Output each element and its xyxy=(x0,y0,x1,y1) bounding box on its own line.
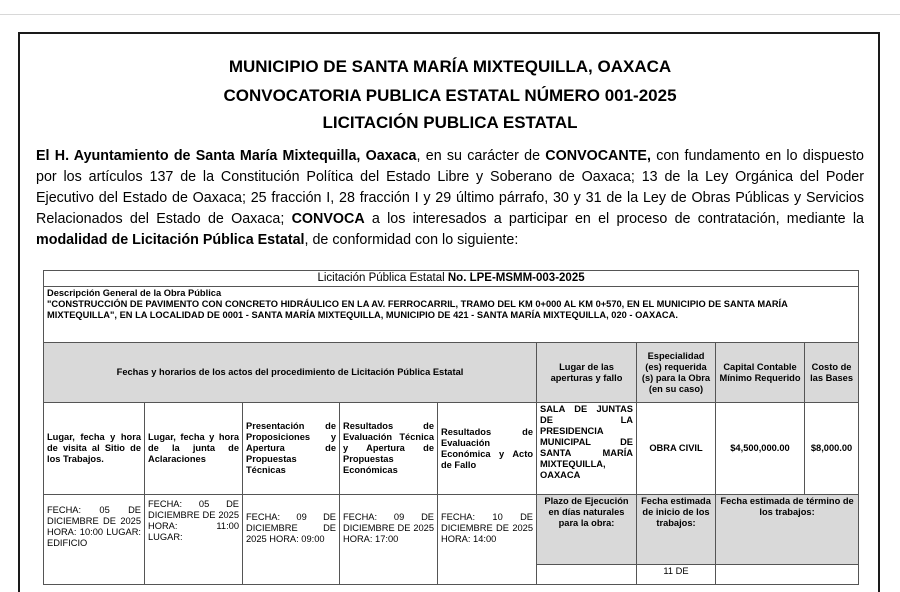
intro-convoca: CONVOCA xyxy=(291,211,365,227)
header-licitacion: LICITACIÓN PUBLICA ESTATAL xyxy=(322,113,578,132)
intro-text-4: , de conformidad con lo siguiente: xyxy=(304,232,519,248)
table-title xyxy=(44,271,859,287)
intro-modalidad: modalidad de Licitación Pública Estatal xyxy=(36,232,305,248)
intro-paragraph xyxy=(36,146,864,251)
visita-value: FECHA: 05 DE DICIEMBRE DE 2025 HORA: 10:00 LUGAR: EDIFICIO xyxy=(44,495,145,585)
descripcion-label: Descripción General de la Obra Pública xyxy=(47,288,222,298)
sub-presentacion: Presentación de Proposiciones y Apertura de Propuestas Técnicas xyxy=(243,403,340,495)
intro-text-1: , en su carácter de xyxy=(416,148,546,164)
header-convocatoria: CONVOCATORIA PUBLICA ESTATAL NÚMERO 001-2025 xyxy=(223,86,677,105)
header-lugar: Lugar de las aperturas y fallo xyxy=(537,343,637,403)
header-capital: Capital Contable Mínimo Requerido xyxy=(716,343,805,403)
descripcion-text: "CONSTRUCCIÓN DE PAVIMENTO CON CONCRETO HIDRÁULICO EN LA AV. FERROCARRIL, TRAMO DEL KM 0+000 AL KM 0+570, EN EL MUNICIPIO DE SANTA MARÍA MIXTEQUILLA", EN LA LOCALIDAD DE 0001 - SANTA MARÍA MIXTEQUILLA, MUNICIPIO DE 421 - SANTA MARÍA MIXTEQUILLA, 020 - OAXACA. xyxy=(47,299,788,320)
intro-text-2: con fundamento en lo dispuesto por los artículos 137 de la Constitución Política del Estado Libre y Soberano de Oaxaca; 13 de la Ley Orgánica del Poder Ejecutivo del Estado de Oaxaca; 25 fracción I, 28 fracción I y 29 último párrafo, 30 y 31 de la Ley de Obras Públicas y Servicios Relacionados del Estado de Oaxaca; xyxy=(36,148,865,227)
intro-convocante: CONVOCANTE, xyxy=(545,148,651,164)
header-plazo: Plazo de Ejecución en días naturales para la obra: xyxy=(537,495,637,565)
plazo-value xyxy=(537,565,637,585)
header-costo: Costo de las Bases xyxy=(805,343,859,403)
intro-convocante-name: El H. Ayuntamiento de Santa María Mixtequilla, Oaxaca xyxy=(36,148,417,164)
table-title-prefix: Licitación Pública Estatal xyxy=(317,272,448,284)
inicio-value: 11 DE xyxy=(637,565,716,585)
descripcion-cell xyxy=(44,287,859,343)
header-municipio: MUNICIPIO DE SANTA MARÍA MIXTEQUILLA, OAXACA xyxy=(228,57,672,76)
header-especialidad: Especialidad (es) requerida (s) para la Obra (en su caso) xyxy=(637,343,716,403)
especialidad-value: OBRA CIVIL xyxy=(637,403,716,495)
sub-visita: Lugar, fecha y hora de visita al Sitio de los Trabajos. xyxy=(44,403,145,495)
table-title-number: No. LPE-MSMM-003-2025 xyxy=(447,272,585,284)
licitacion-table xyxy=(43,270,859,585)
aclaraciones-value: FECHA: 05 DE DICIEMBRE DE 2025 HORA: 11:00 LUGAR: xyxy=(145,495,243,585)
res-tecnica-value: FECHA: 09 DE DICIEMBRE DE 2025 HORA: 17:00 xyxy=(340,495,438,585)
sub-res-tecnica: Resultados de Evaluación Técnica y Apertura de Propuestas Económicas xyxy=(340,403,438,495)
intro-text-3: a los interesados a participar en el proceso de contratación, mediante la xyxy=(364,211,864,227)
res-economica-value: FECHA: 10 DE DICIEMBRE DE 2025 HORA: 14:00 xyxy=(438,495,537,585)
lugar-value: SALA DE JUNTAS DE LA PRESIDENCIA MUNICIPAL DE SANTA MARÍA MIXTEQUILLA, OAXACA xyxy=(537,403,637,495)
top-divider xyxy=(0,0,900,15)
header-fechas: Fechas y horarios de los actos del procedimiento de Licitación Pública Estatal xyxy=(44,343,537,403)
termino-value xyxy=(716,565,859,585)
sub-aclaraciones: Lugar, fecha y hora de la junta de Aclaraciones xyxy=(145,403,243,495)
sub-res-economica: Resultados de Evaluación Económica y Acto de Fallo xyxy=(438,403,537,495)
presentacion-value: FECHA: 09 DE DICIEMBRE DE 2025 HORA: 09:00 xyxy=(243,495,340,585)
costo-value: $8,000.00 xyxy=(805,403,859,495)
header-inicio: Fecha estimada de inicio de los trabajos: xyxy=(637,495,716,565)
header-termino: Fecha estimada de término de los trabajos: xyxy=(716,495,859,565)
capital-value: $4,500,000.00 xyxy=(716,403,805,495)
